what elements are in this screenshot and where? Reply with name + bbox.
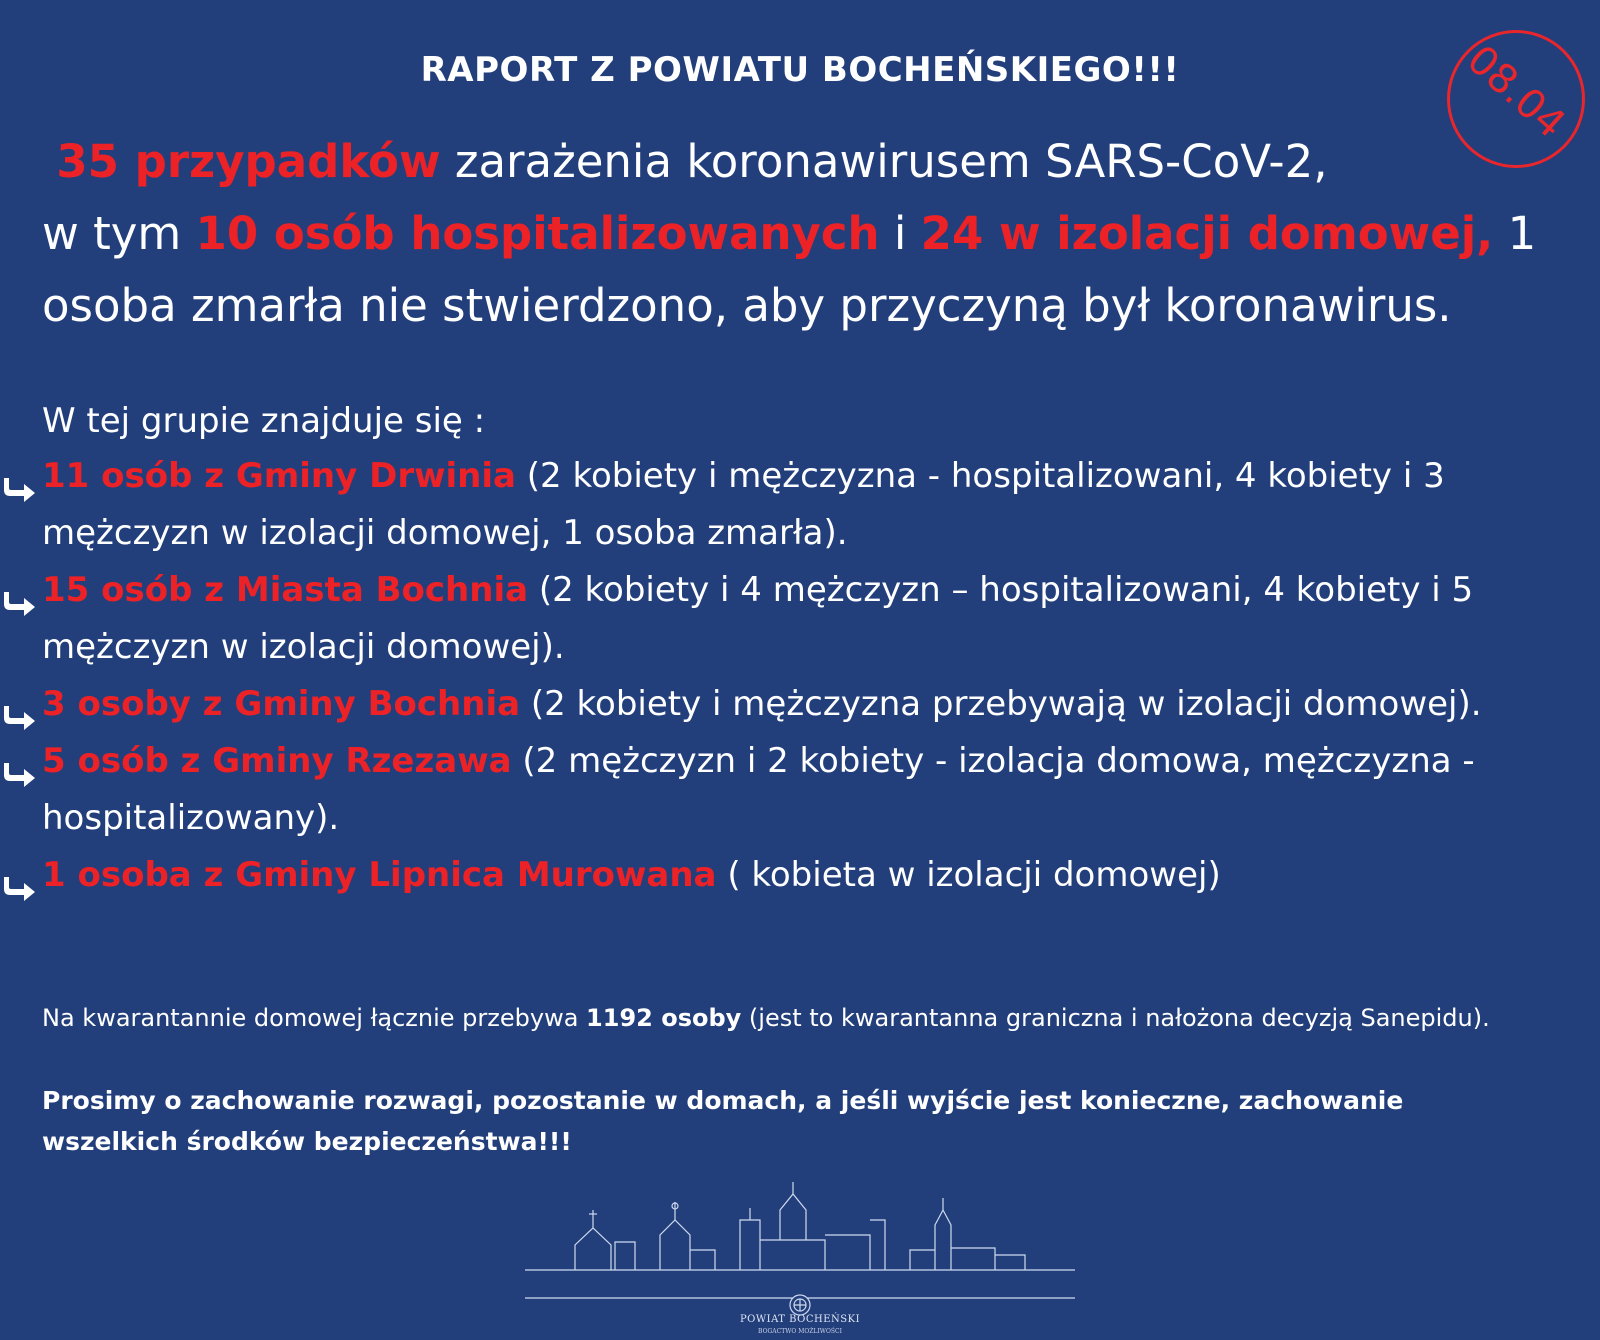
arrow-right-icon (0, 759, 38, 791)
list-item (0, 733, 1580, 847)
arrow-right-icon (0, 588, 38, 620)
date-stamp-text: 08.04 (1458, 36, 1574, 148)
headline-line-2 (42, 198, 1572, 270)
cases-count: 35 przypadków (56, 135, 441, 188)
quarantine-note (42, 998, 1562, 1038)
item-highlight: 11 osób z Gminy Drwinia (42, 456, 516, 496)
list-item (0, 847, 1580, 904)
item-highlight: 5 osób z Gminy Rzezawa (42, 741, 512, 781)
item-detail: (2 kobiety i 4 mężczyzn – hospitalizowani, 4 kobiety i 5 mężczyzn w izolacji domowej). (42, 570, 1474, 667)
home-isolation-count: 24 w izolacji domowej, (920, 207, 1494, 260)
cases-text: zarażenia koronawirusem SARS-CoV-2, (440, 135, 1328, 188)
headline-line-1 (42, 126, 1572, 198)
line2-prefix: w tym (42, 207, 196, 260)
item-detail: ( kobieta w izolacji domowej) (716, 855, 1221, 895)
arrow-right-icon (0, 873, 38, 905)
group-intro: W tej grupie znajduje się : (42, 401, 486, 441)
headline-line-3: osoba zmarła nie stwierdzono, aby przyczyną był koronawirus. (42, 279, 1452, 332)
item-detail: (2 kobiety i mężczyzna - hospitalizowani, 4 kobiety i 3 mężczyzn w izolacji domowej, 1 osoba zmarła). (42, 456, 1445, 553)
list-item (0, 676, 1580, 733)
county-logo-subtitle: BOGACTWO MOŻLIWOŚCI (758, 1328, 842, 1335)
line2-suffix: 1 (1493, 207, 1537, 260)
headline (42, 126, 1572, 342)
conjunction: i (879, 207, 921, 260)
municipality-list (0, 448, 1580, 904)
arrow-right-icon (0, 474, 38, 506)
item-highlight: 1 osoba z Gminy Lipnica Murowana (42, 855, 717, 895)
note-prefix: Na kwarantannie domowej łącznie przebywa (42, 1004, 587, 1032)
item-detail: (2 kobiety i mężczyzna przebywają w izolacji domowej). (520, 684, 1482, 724)
list-item (0, 562, 1580, 676)
item-highlight: 15 osób z Miasta Bochnia (42, 570, 529, 610)
report-title: RAPORT Z POWIATU BOCHEŃSKIEGO!!! (420, 50, 1180, 90)
list-item (0, 448, 1580, 562)
arrow-right-icon (0, 702, 38, 734)
note-suffix: (jest to kwarantanna graniczna i nałożona decyzją Sanepidu). (741, 1004, 1490, 1032)
quarantine-count: 1192 osoby (586, 1004, 742, 1032)
safety-appeal: Prosimy o zachowanie rozwagi, pozostanie w domach, a jeśli wyjście jest konieczne, zachowanie wszelkich środków bezpieczeństwa!!! (42, 1086, 1404, 1156)
hospitalized-count: 10 osób hospitalizowanych (195, 207, 880, 260)
item-highlight: 3 osoby z Gminy Bochnia (42, 684, 521, 724)
county-logo-name: POWIAT BOCHEŃSKI (739, 1314, 861, 1325)
item-detail: (2 mężczyzn i 2 kobiety - izolacja domowa, mężczyzna - hospitalizowany). (42, 741, 1475, 838)
